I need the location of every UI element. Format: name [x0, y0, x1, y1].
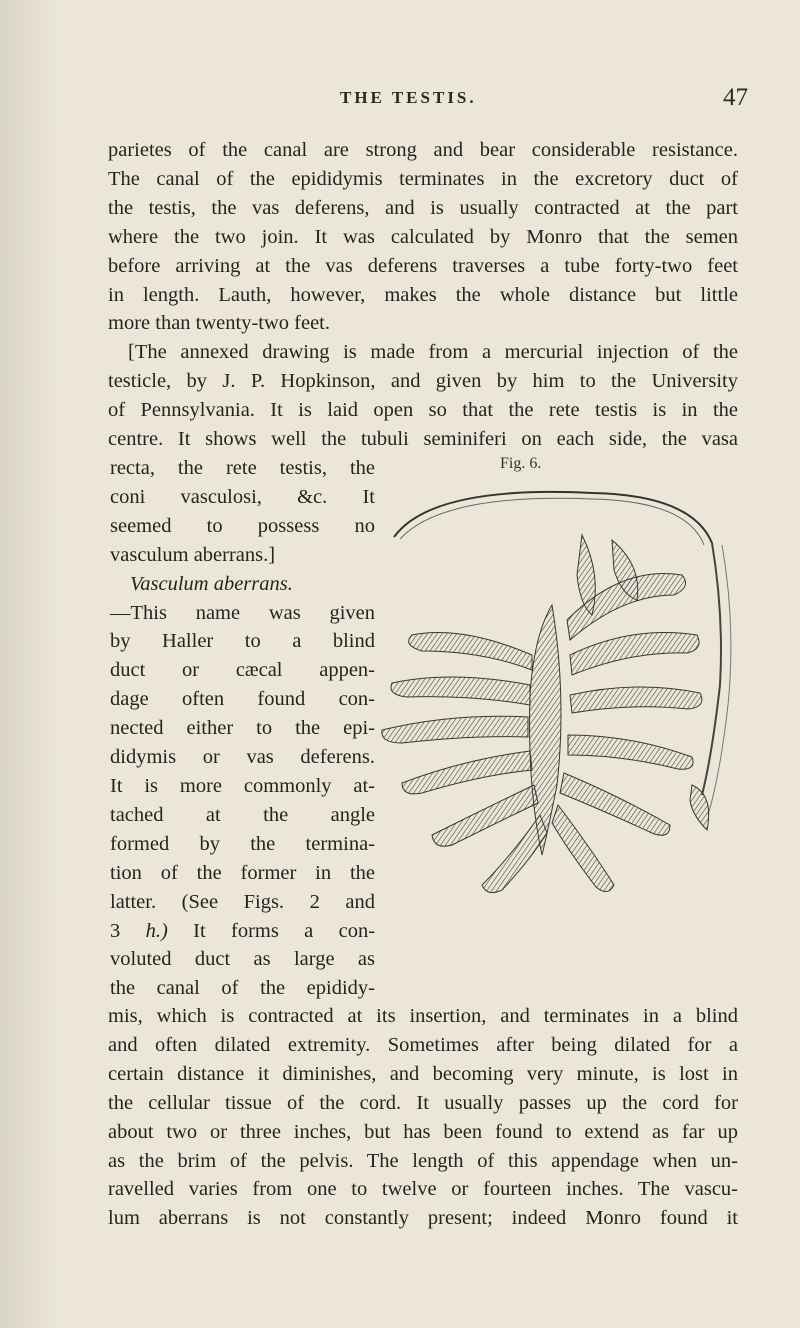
text-line: It is more commonly at-: [110, 774, 375, 797]
section-heading: Vasculum aberrans.: [130, 572, 293, 595]
figs-ref-letter: h.): [145, 919, 168, 942]
text-line: where the two join. It was calculated by Monro that the semen: [108, 225, 738, 248]
paragraph-1: [108, 136, 738, 338]
text-line: formed by the termina-: [110, 832, 375, 855]
text-line: the cellular tissue of the cord. It usually passes up the cord for: [108, 1091, 738, 1114]
text-line: more than twenty-two feet.: [108, 312, 331, 335]
text-line: the testis, the vas deferens, and is usually contracted at the part: [108, 196, 738, 219]
text-line: lum aberrans is not constantly present; indeed Monro found it: [108, 1207, 738, 1230]
paragraph-2: [108, 338, 738, 454]
figure-label: Fig. 6.: [500, 455, 542, 472]
text-line: didymis or vas deferens.: [110, 746, 375, 769]
text-line: dage often found con-: [110, 688, 375, 711]
text-line: ravelled varies from one to twelve or fourteen inches. The vascu-: [108, 1178, 738, 1201]
text-line: latter. (See Figs. 2 and: [110, 890, 375, 913]
text-line: and often dilated extremity. Sometimes after being dilated for a: [108, 1033, 738, 1056]
text-line: vasculum aberrans.]: [110, 543, 276, 566]
testis-engraving-icon: [352, 455, 742, 985]
text-line: [The annexed drawing is made from a mercurial injection of the: [128, 341, 738, 363]
text-line: duct or cæcal appen-: [110, 659, 375, 682]
text-line: nected either to the epi-: [110, 717, 375, 740]
text-line: voluted duct as large as: [110, 948, 375, 971]
narrow-column: [110, 454, 375, 1003]
text-line: about two or three inches, but has been found to extend as far up: [108, 1120, 738, 1143]
text-line: tached at the angle: [110, 803, 375, 826]
page-number: 47: [723, 84, 748, 111]
text-line: certain distance it diminishes, and becoming very minute, is lost in: [108, 1062, 738, 1085]
text-line: by Haller to a blind: [110, 630, 375, 653]
text-line: centre. It shows well the tubuli seminiferi on each side, the vasa: [108, 427, 738, 450]
figure-6: [352, 455, 742, 985]
text-line: seemed to possess no: [110, 514, 375, 537]
text-line: The canal of the epididymis terminates in the excretory duct of: [108, 167, 738, 190]
page-edge-shadow: [0, 0, 60, 1328]
text-line: testicle, by J. P. Hopkinson, and given by him to the University: [108, 369, 738, 392]
text-line: tion of the former in the: [110, 861, 375, 884]
text-line: as the brim of the pelvis. The length of this appendage when un-: [108, 1149, 738, 1172]
running-head: THE TESTIS.: [340, 88, 477, 107]
text-line: of Pennsylvania. It is laid open so that the rete testis is in the: [108, 398, 738, 421]
text-line: parietes of the canal are strong and bear considerable resistance.: [108, 139, 738, 161]
text-line: before arriving at the vas deferens traverses a tube forty-two feet: [108, 254, 738, 277]
text-line: —This name was given: [110, 601, 375, 624]
text-line: coni vasculosi, &c. It: [110, 485, 375, 508]
text-line: the canal of the epididy-: [110, 977, 375, 1000]
text-line: in length. Lauth, however, makes the whole distance but little: [108, 283, 738, 306]
text-line: recta, the rete testis, the: [110, 457, 375, 479]
paragraph-3: [108, 1002, 738, 1233]
figs-ref-number: 3: [110, 919, 121, 942]
text-line: 3 h.) It forms a con-: [110, 919, 376, 942]
text-line: mis, which is contracted at its insertion, and terminates in a blind: [108, 1005, 738, 1027]
page-header: [0, 84, 800, 114]
